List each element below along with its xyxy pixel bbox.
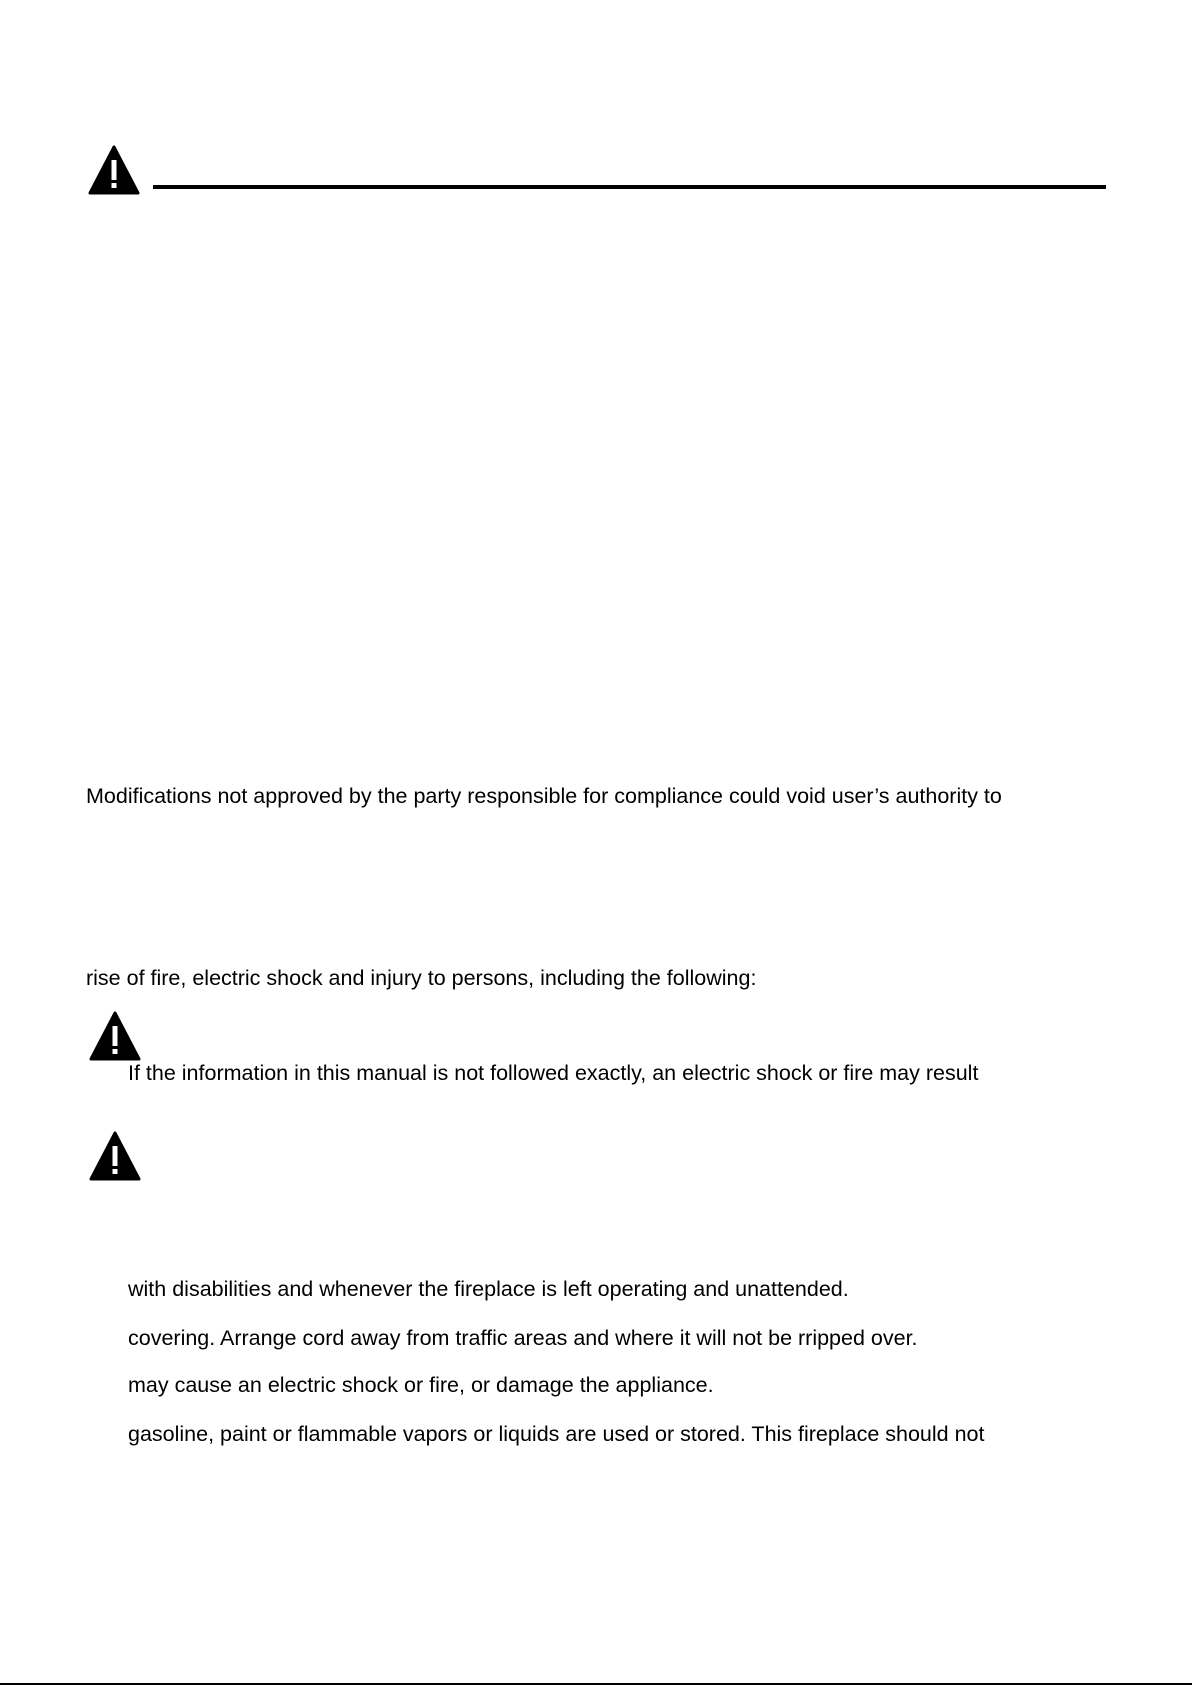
risk-text: rise of fire, electric shock and injury to persons, including the following: [86, 966, 757, 990]
caution-text-line: gasoline, paint or flammable vapors or liquids are used or stored. This fireplace should not [128, 1422, 985, 1446]
caution-text-line: covering. Arrange cord away from traffic areas and where it will not be rripped over. [128, 1326, 918, 1350]
caution-text-line: with disabilities and whenever the fireplace is left operating and unattended. [128, 1277, 849, 1301]
warning-2-icon [89, 1131, 141, 1181]
header-warning-icon [88, 145, 140, 195]
header-divider [153, 185, 1106, 189]
compliance-text: Modifications not approved by the party responsible for compliance could void user’s authority to [86, 784, 1002, 808]
caution-text-line: may cause an electric shock or fire, or damage the appliance. [128, 1373, 714, 1397]
warning-1-icon [89, 1011, 141, 1061]
warning-1-text: If the information in this manual is not followed exactly, an electric shock or fire may result [128, 1061, 979, 1085]
